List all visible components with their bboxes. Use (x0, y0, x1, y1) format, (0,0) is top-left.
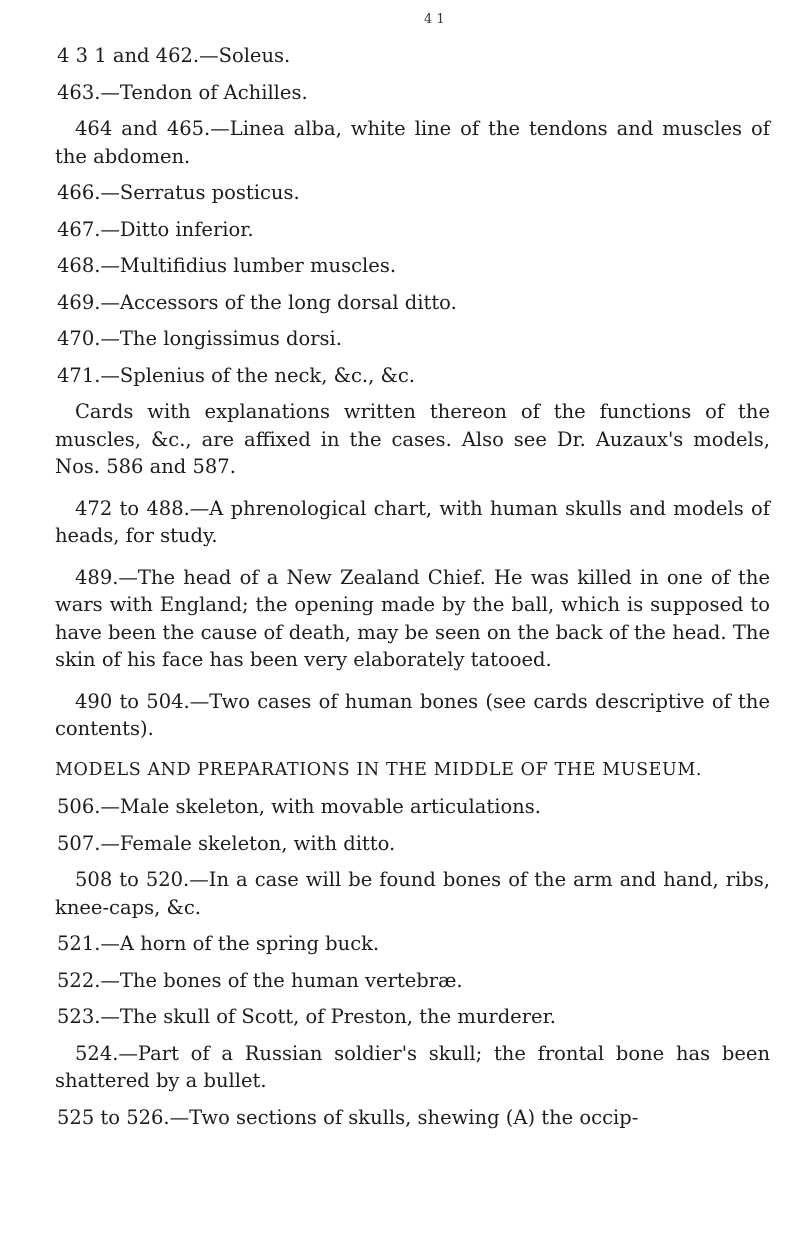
entry-multifidius: 468.—Multifidius lumber muscles. (57, 254, 397, 277)
entry-arm-bones: 508 to 520.—In a case will be found bones of the arm and hand, ribs, knee-caps, &c. (55, 868, 770, 919)
entry-serratus-posticus: 466.—Serratus posticus. (57, 181, 300, 204)
entry-splenius: 471.—Splenius of the neck, &c., &c. (57, 363, 415, 387)
entry-vertebrae: 522.—The bones of the human vertebræ. (57, 968, 463, 992)
document-body (55, 42, 770, 1140)
entry-accessors: 469.—Accessors of the long dorsal ditto. (57, 290, 457, 314)
entry-russian-skull: 524.—Part of a Russian soldier's skull; the frontal bone has been shattered by a bullet. (55, 1041, 770, 1092)
entry-male-skeleton: 506.—Male skeleton, with movable articulations. (57, 795, 541, 818)
entry-linea-alba: 464 and 465.—Linea alba, white line of the tendons and muscles of the abdomen. (55, 117, 770, 168)
entry-soleus: 4 3 1 and 462.—Soleus. (57, 44, 291, 67)
entry-female-skeleton: 507.—Female skeleton, with ditto. (57, 831, 396, 855)
entry-new-zealand-chief: 489.—The head of a New Zealand Chief. He was killed in one of the wars with England; the opening made by the ball, which is supposed to have been the cause of death, may be seen on the back of the head. The skin of his face has been very elaborately tatooed. (55, 565, 770, 671)
entry-ditto-inferior: 467.—Ditto inferior. (57, 217, 254, 241)
section-heading: MODELS AND PREPARATIONS IN THE MIDDLE OF THE MUSEUM. (55, 759, 703, 780)
entry-human-bones-cases: 490 to 504.—Two cases of human bones (see cards descriptive of the contents). (55, 689, 770, 740)
entry-skull-scott: 523.—The skull of Scott, of Preston, the murderer. (57, 1005, 556, 1028)
entry-spring-buck-horn: 521.—A horn of the spring buck. (57, 932, 380, 955)
entry-tendon-achilles: 463.—Tendon of Achilles. (57, 80, 308, 104)
entry-cards-note: Cards with explanations written thereon of the functions of the muscles, &c., are affixed in the cases. Also see Dr. Auzaux's models, Nos. 586 and 587. (55, 400, 770, 478)
entry-skull-sections: 525 to 526.—Two sections of skulls, shewing (A) the occip- (57, 1105, 639, 1129)
page-number: 4 1 (424, 12, 445, 27)
entry-phrenological-chart: 472 to 488.—A phrenological chart, with human skulls and models of heads, for study. (55, 496, 770, 547)
entry-longissimus-dorsi: 470.—The longissimus dorsi. (57, 327, 342, 350)
